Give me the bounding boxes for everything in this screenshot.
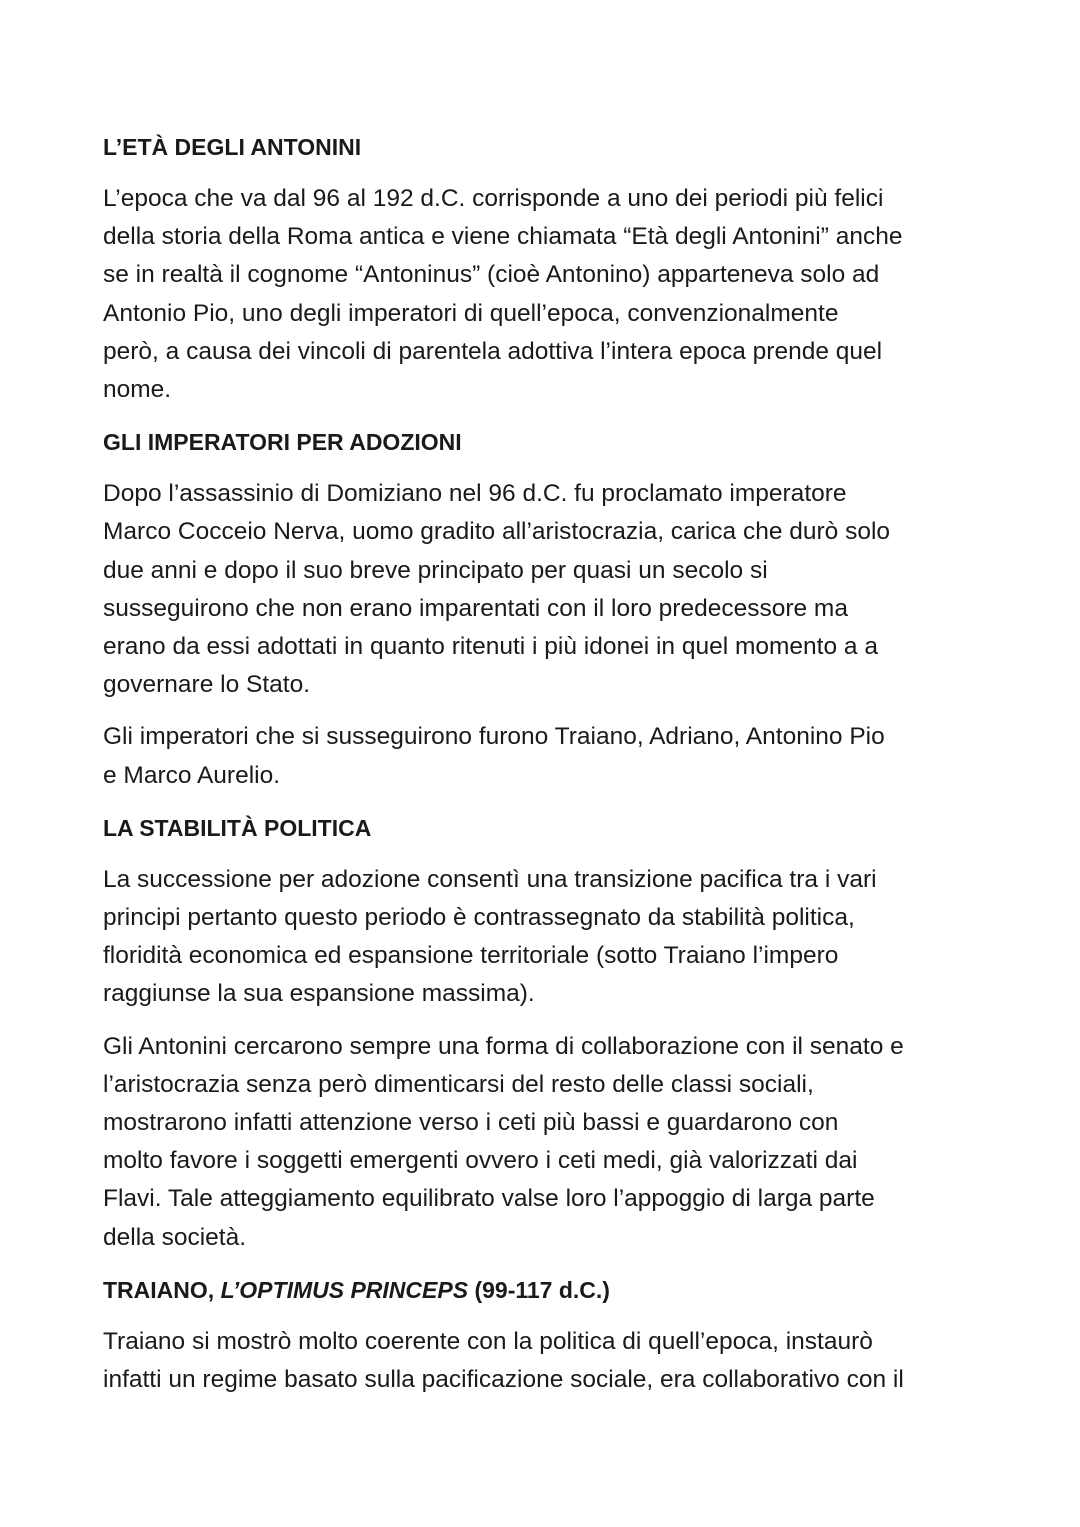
text-line: floridità economica ed espansione territoriale (sotto Traiano l’impero: [103, 942, 839, 970]
text-line: se in realtà il cognome “Antoninus” (cioè Antonino) apparteneva solo ad: [103, 261, 880, 289]
section-heading-eta-antonini: L’ETÀ DEGLI ANTONINI: [103, 134, 362, 160]
text-line: mostrarono infatti attenzione verso i ceti più bassi e guardarono con: [103, 1109, 839, 1137]
document-page: [103, 128, 983, 1413]
text-line: della storia della Roma antica e viene chiamata “Età degli Antonini” anche: [103, 223, 903, 251]
text-line: erano da essi adottati in quanto ritenuti i più idonei in quel momento a a: [103, 633, 878, 661]
text-line: Antonio Pio, uno degli imperatori di quell’epoca, convenzionalmente: [103, 299, 839, 327]
section-heading-stabilita-politica: LA STABILITÀ POLITICA: [103, 814, 372, 841]
text-line: Marco Cocceio Nerva, uomo gradito all’aristocrazia, carica che durò solo: [103, 518, 891, 546]
text-line: governare lo Stato.: [103, 671, 311, 699]
paragraph: [103, 1323, 983, 1399]
text-line: Gli Antonini cercarono sempre una forma di collaborazione con il senato e: [103, 1032, 904, 1060]
text-line: però, a causa dei vincoli di parentela adottiva l’intera epoca prende quel: [103, 337, 883, 365]
paragraph: [103, 861, 983, 1014]
text-line: principi pertanto questo periodo è contrassegnato da stabilità politica,: [103, 904, 855, 932]
heading-suffix: (99-117 d.C.): [468, 1276, 610, 1303]
text-line: Traiano si mostrò molto coerente con la politica di quell’epoca, instaurò: [103, 1327, 873, 1355]
heading-italic: L’OPTIMUS PRINCEPS: [220, 1276, 469, 1303]
heading-prefix: TRAIANO,: [103, 1276, 221, 1303]
section-heading-traiano: [103, 1271, 983, 1309]
text-line: Flavi. Tale atteggiamento equilibrato valse loro l’appoggio di larga parte: [103, 1185, 875, 1213]
text-line: nome.: [103, 376, 172, 404]
text-line: infatti un regime basato sulla pacificazione sociale, era collaborativo con il: [103, 1366, 904, 1394]
section-heading-imperatori-adozioni: GLI IMPERATORI PER ADOZIONI: [103, 429, 462, 456]
text-line: Gli imperatori che si susseguirono furono Traiano, Adriano, Antonino Pio: [103, 723, 885, 751]
paragraph: [103, 718, 983, 794]
paragraph: [103, 1028, 983, 1257]
text-line: due anni e dopo il suo breve principato per quasi un secolo si: [103, 556, 768, 584]
text-line: La successione per adozione consentì una transizione pacifica tra i vari: [103, 865, 877, 893]
text-line: della società.: [103, 1223, 247, 1251]
paragraph: [103, 475, 983, 704]
text-line: l’aristocrazia senza però dimenticarsi del resto delle classi sociali,: [103, 1070, 814, 1098]
paragraph: [103, 180, 983, 409]
text-line: susseguirono che non erano imparentati con il loro predecessore ma: [103, 594, 848, 622]
text-line: raggiunse la sua espansione massima).: [103, 980, 535, 1008]
text-line: molto favore i soggetti emergenti ovvero i ceti medi, già valorizzati dai: [103, 1147, 858, 1175]
text-line: L’epoca che va dal 96 al 192 d.C. corrisponde a uno dei periodi più felici: [103, 185, 884, 212]
text-line: Dopo l’assassinio di Domiziano nel 96 d.C. fu proclamato imperatore: [103, 480, 847, 508]
text-line: e Marco Aurelio.: [103, 761, 281, 789]
